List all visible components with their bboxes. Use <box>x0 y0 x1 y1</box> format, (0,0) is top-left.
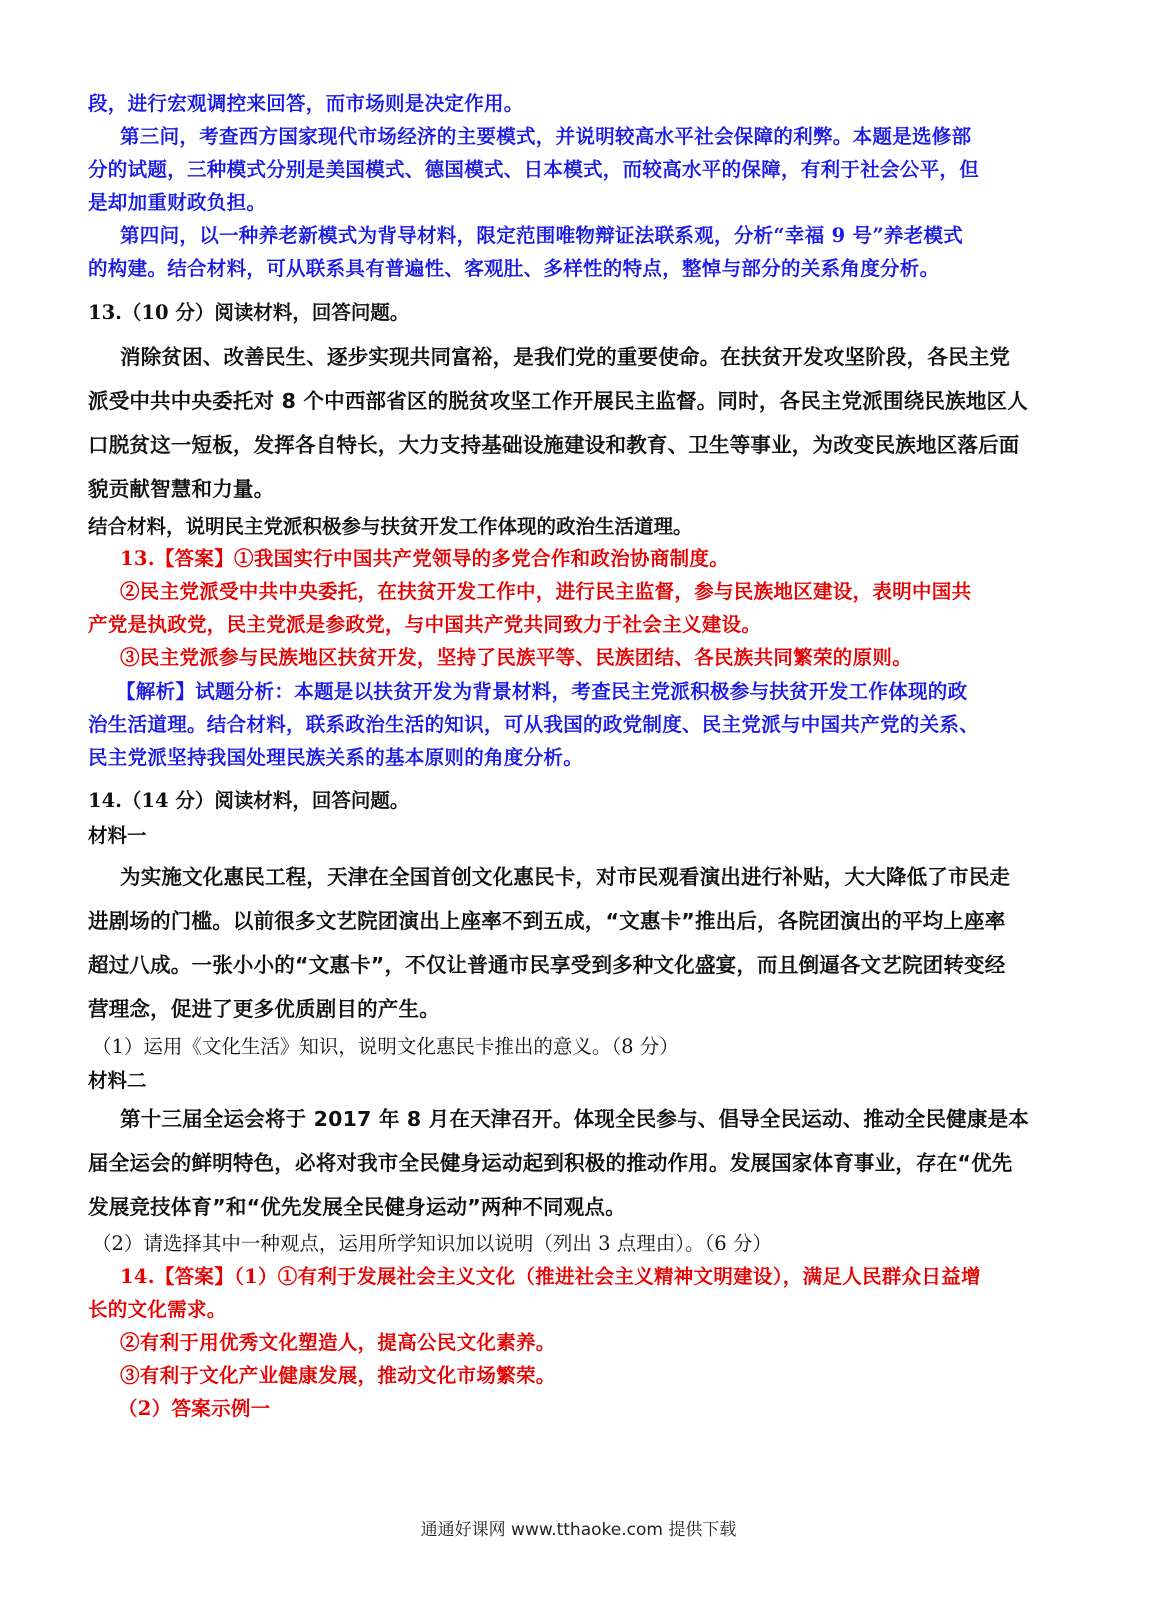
q14-answer-line: ③有利于文化产业健康发展，推动文化市场繁荣。 <box>120 1364 556 1387</box>
q13-answer-line: ②民主党派受中共中央委托，在扶贫开发工作中，进行民主监督，参与民族地区建设，表明中国共 <box>120 580 972 603</box>
q13-answer-line: 13.【答案】①我国实行中国共产党领导的多党合作和政治协商制度。 <box>120 547 730 570</box>
q14-subquestion-2: （2）请选择其中一种观点，运用所学知识加以说明（列出 3 点理由）。（6 分） <box>92 1232 772 1255</box>
q13-analysis-line: 民主党派坚持我国处理民族关系的基本原则的角度分析。 <box>88 746 584 769</box>
q14-material1-line: 营理念，促进了更多优质剧目的产生。 <box>88 997 440 1021</box>
q14-material2-line: 发展竞技体育”和“优先发展全民健身运动”两种不同观点。 <box>88 1195 626 1219</box>
question-13-header: 13.（10 分）阅读材料，回答问题。 <box>88 301 410 324</box>
q13-answer-line: 产党是执政党，民主党派是参政党，与中国共产党共同致力于社会主义建设。 <box>88 613 762 636</box>
analysis-line: 的构建。结合材料，可从联系具有普遍性、客观肚、多样性的特点，整悼与部分的关系角度分析。 <box>88 257 940 280</box>
q14-answer-line: （2）答案示例一 <box>118 1397 271 1420</box>
q13-material-line: 消除贫困、改善民生、逐步实现共同富裕，是我们党的重要使命。在扶贫开发攻坚阶段，各民主党 <box>120 345 1011 369</box>
q14-material1-line: 为实施文化惠民工程，天津在全国首创文化惠民卡，对市民观看演出进行补贴，大大降低了市民走 <box>120 865 1011 889</box>
q13-material-line: 口脱贫这一短板，发挥各自特长，大力支持基础设施建设和教育、卫生等事业，为改变民族地区落后面 <box>88 433 1020 457</box>
q14-material1-title: 材料一 <box>88 824 147 847</box>
q13-material-line: 派受中共中央委托对 8 个中西部省区的脱贫攻坚工作开展民主监督。同时，各民主党派围绕民族地区人 <box>88 389 1028 413</box>
q13-question: 结合材料，说明民主党派积极参与扶贫开发工作体现的政治生活道理。 <box>88 515 693 538</box>
q14-material2-line: 第十三届全运会将于 2017 年 8 月在天津召开。体现全民参与、倡导全民运动、推动全民健康是本 <box>120 1107 1029 1131</box>
page-footer: 通通好课网 www.tthaoke.com 提供下载 <box>420 1520 737 1540</box>
q13-answer-line: ③民主党派参与民族地区扶贫开发，坚持了民族平等、民族团结、各民族共同繁荣的原则。 <box>120 646 913 669</box>
q14-answer-line: 长的文化需求。 <box>88 1298 227 1321</box>
q14-material1-line: 进剧场的门槛。以前很多文艺院团演出上座率不到五成，“文惠卡”推出后，各院团演出的平均上座率 <box>88 909 1006 933</box>
q14-material1-line: 超过八成。一张小小的“文惠卡”，不仅让普通市民享受到多种文化盛宴，而且倒逼各文艺院团转变经 <box>88 953 1006 977</box>
analysis-line: 第四问，以一种养老新模式为背导材料，限定范围唯物辩证法联系观，分析“幸福 9 号”养老模式 <box>120 224 964 247</box>
q13-material-line: 貌贡献智慧和力量。 <box>88 477 275 501</box>
q13-analysis-line: 治生活道理。结合材料，联系政治生活的知识，可从我国的政党制度、民主党派与中国共产党的关系、 <box>88 713 980 736</box>
q14-answer-line: 14.【答案】（1）①有利于发展社会主义文化（推进社会主义精神文明建设），满足人民群众日益增 <box>120 1265 981 1288</box>
q14-answer-line: ②有利于用优秀文化塑造人，提高公民文化素养。 <box>120 1331 556 1354</box>
question-14-header: 14.（14 分）阅读材料，回答问题。 <box>88 789 410 812</box>
q14-material2-line: 届全运会的鲜明特色，必将对我市全民健身运动起到积极的推动作用。发展国家体育事业，存在“优先 <box>88 1151 1013 1175</box>
analysis-line: 段，进行宏观调控来回答，而市场则是决定作用。 <box>88 92 524 115</box>
q14-subquestion-1: （1）运用《文化生活》知识，说明文化惠民卡推出的意义。（8 分） <box>92 1035 679 1058</box>
q13-analysis-line: 【解析】试题分析：本题是以扶贫开发为背景材料，考查民主党派积极参与扶贫开发工作体现的政 <box>116 680 968 703</box>
analysis-line: 是却加重财政负担。 <box>88 191 267 214</box>
analysis-line: 分的试题，三种模式分别是美国模式、德国模式、日本模式，而较高水平的保障，有利于社会公平，但 <box>88 158 980 181</box>
q14-material2-title: 材料二 <box>88 1069 147 1092</box>
analysis-line: 第三问，考查西方国家现代市场经济的主要模式，并说明较高水平社会保障的利弊。本题是选修部 <box>120 125 972 148</box>
